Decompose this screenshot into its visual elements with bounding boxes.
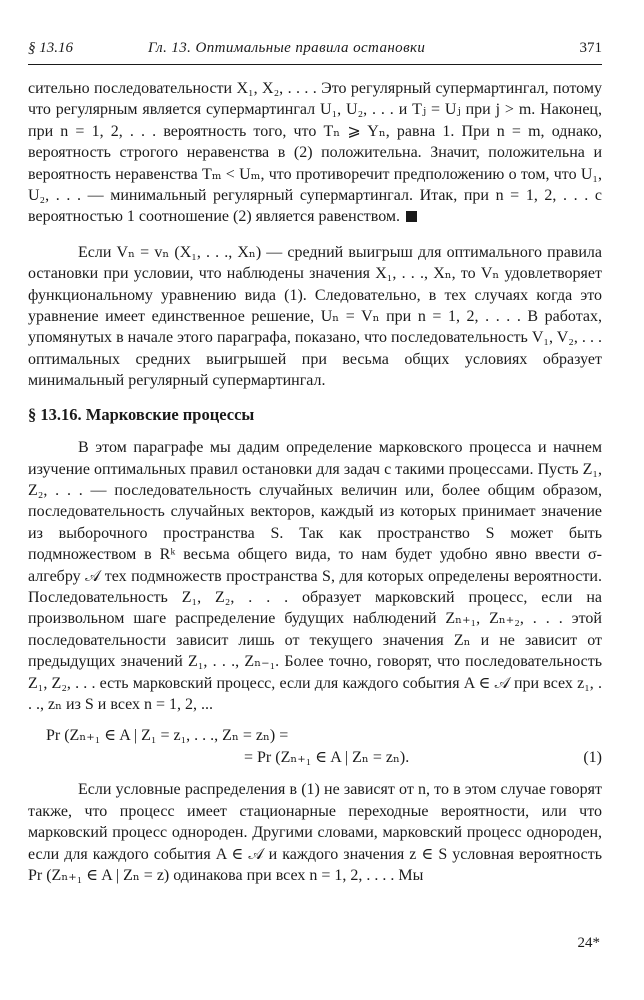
running-header xyxy=(28,40,602,62)
formula-line-2 xyxy=(28,747,602,769)
page-body xyxy=(28,78,602,886)
section-heading: § 13.16. Марковские процессы xyxy=(28,404,255,424)
signature-mark: 24* xyxy=(577,935,600,951)
page-number: 371 xyxy=(579,40,602,56)
formula-line-2-text: = Pr (Zₙ₊₁ ∈ A | Zₙ = zₙ). xyxy=(244,749,410,767)
paragraph-stationary: Если условные распределения в (1) не зависят от n, то в этом случае говорят также, что процесс имеет стационарные переходные вероятности, или что марковский процесс однороден. Другими словами, марковский процесс однороден, если для каждого события A ∈ 𝒜 и каждого значения z ∈ S условная вероятность Pr (Zₙ₊₁ ∈ A | Zₙ = z) одинакова при всех n = 1, 2, . . . . Мы xyxy=(28,781,602,884)
paragraph-continuation xyxy=(28,78,602,228)
display-formula xyxy=(28,725,602,769)
paragraph-optimal-gain: Если Vₙ = vₙ (X₁, . . ., Xₙ) — средний выигрыш для оптимального правила остановки при условии, что наблюдены значения X₁, . . ., Xₙ, то Vₙ удовлетворяет функциональному уравнению вида (1). Следовательно, в тех случаях когда это уравнение имеет единственное решение, Uₙ = Vₙ при n = 1, 2, . . . . В работах, упомянутых в начале этого параграфа, показано, что последовательность V₁, V₂, . . . оптимальных средних выигрышей при весьма общих условиях образует минимальный регулярный супермартингал. xyxy=(28,243,602,390)
paragraph-markov-definition: В этом параграфе мы дадим определение марковского процесса и начнем изучение оптимальных правил остановки для задач с такими процессами. Пусть Z₁, Z₂, . . . — последовательность случайных величин или, более общим образом, последовательность случайных векторов, каждый из которых принимает значение из выборочного пространства S. Так как пространство S может быть подмножеством в Rᵏ весьма общего вида, то нам будет удобно явно ввести σ-алгебру 𝒜 тех подмножеств пространства S, для которых определены вероятности. Последовательность Z₁, Z₂, . . . образует марковский процесс, если на произвольном шаге распределение будущих наблюдений Zₙ₊₁, Zₙ₊₂, . . . этой последовательности зависит лишь от текущего значения Zₙ и не зависит от предыдущих значений Z₁, . . ., Zₙ₋₁. Более точно, говорят, что последовательность Z₁, Z₂, . . . есть марковский процесс, если для каждого события A ∈ 𝒜 при всех z₁, . . ., zₙ из S и всех n = 1, 2, ... xyxy=(28,439,602,713)
end-of-proof-mark xyxy=(406,211,417,222)
header-rule xyxy=(28,64,602,65)
paragraph-text: сительно последовательности X₁, X₂, . . . . Это регулярный супермартингал, потому что регулярным является супермартингал U₁, U₂, . . . и Tⱼ = Uⱼ при j > m. Наконец, при n = 1, 2, . . . вероятность того, что Tₙ ⩾ Yₙ, равна 1. При n = m, однако, вероятность строгого неравенства в (2) положительна. Значит, положительна и вероятность неравенства Tₘ < Uₘ, что противоречит предположению о том, что U₁, U₂, . . . — минимальный регулярный супермартингал. Итак, при n = 1, 2, . . . с вероятностью 1 соотношение (2) является равенством. xyxy=(28,80,602,226)
formula-line-1: Pr (Zₙ₊₁ ∈ A | Z₁ = z₁, . . ., Zₙ = zₙ) = xyxy=(46,727,289,745)
equation-number: (1) xyxy=(583,749,602,767)
header-chapter-title: Гл. 13. Оптимальные правила остановки xyxy=(148,40,426,56)
header-section: § 13.16 xyxy=(28,40,73,56)
